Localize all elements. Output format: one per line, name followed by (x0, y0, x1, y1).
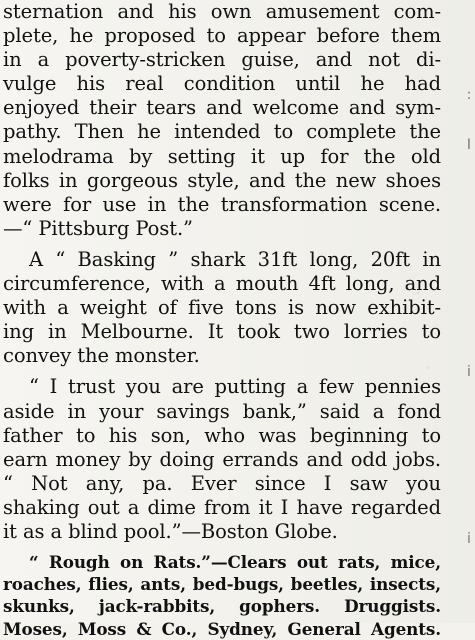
newspaper-column (3, 0, 441, 640)
article-line: in a poverty-stricken guise, and not di- (3, 48, 441, 72)
page-edge-mark: i (467, 364, 471, 380)
article-line: folks in gorgeous style, and the new shoes (3, 168, 441, 192)
article-line: pathy. Then he intended to complete the (3, 120, 441, 144)
story-return-home (3, 0, 441, 241)
article-line: father to his son, who was beginning to (3, 423, 441, 447)
article-line: melodrama by setting it up for the old (3, 144, 441, 168)
page-edge-mark: I (466, 137, 472, 153)
article-line: shaking out a dime from it I have regarded (3, 495, 441, 519)
article-line: vulge his real condition until he had (3, 72, 441, 96)
story-savings-bank (3, 375, 441, 544)
article-line: enjoyed their tears and welcome and sym- (3, 96, 441, 120)
advertisement-rough-on-rats (3, 551, 441, 640)
advertisement-line: roaches, flies, ants, bed-bugs, beetles, insects, (3, 574, 441, 595)
page-edge-mark: i (467, 531, 471, 547)
story-basking-shark (3, 248, 441, 368)
page-edge-mark: : (466, 87, 472, 103)
article-source-line: —“ Pittsburg Post.” (3, 216, 193, 240)
article-source-line: it as a blind pool.”—Boston Globe. (3, 519, 338, 543)
advertisement-line: Moses, Moss & Co., Sydney, General Agents. (3, 618, 441, 639)
advertisement-line: skunks, jack-rabbits, gophers. Druggists. (3, 596, 441, 617)
advertisement-line: “ Rough on Rats.”—Clears out rats, mice, (29, 552, 441, 573)
article-line: earn money by doing errands and odd jobs. (3, 447, 441, 471)
article-line: plete, he proposed to appear before them (3, 24, 441, 48)
article-line: A “ Basking ” shark 31ft long, 20ft in (29, 247, 441, 271)
article-line: were for use in the transformation scene. (3, 192, 441, 216)
article-line: circumference, with a mouth 4ft long, and (3, 272, 441, 296)
article-line: ing in Melbourne. It took two lorries to (3, 320, 441, 344)
article-line: aside in your savings bank,” said a fond (3, 399, 441, 423)
article-line: “ Not any, pa. Ever since I saw you (3, 471, 441, 495)
article-line: convey the monster. (3, 344, 200, 368)
article-line: sternation and his own amusement com- (3, 0, 441, 23)
article-line: with a weight of five tons is now exhibit- (3, 296, 441, 320)
article-line: “ I trust you are putting a few pennies (29, 375, 441, 399)
